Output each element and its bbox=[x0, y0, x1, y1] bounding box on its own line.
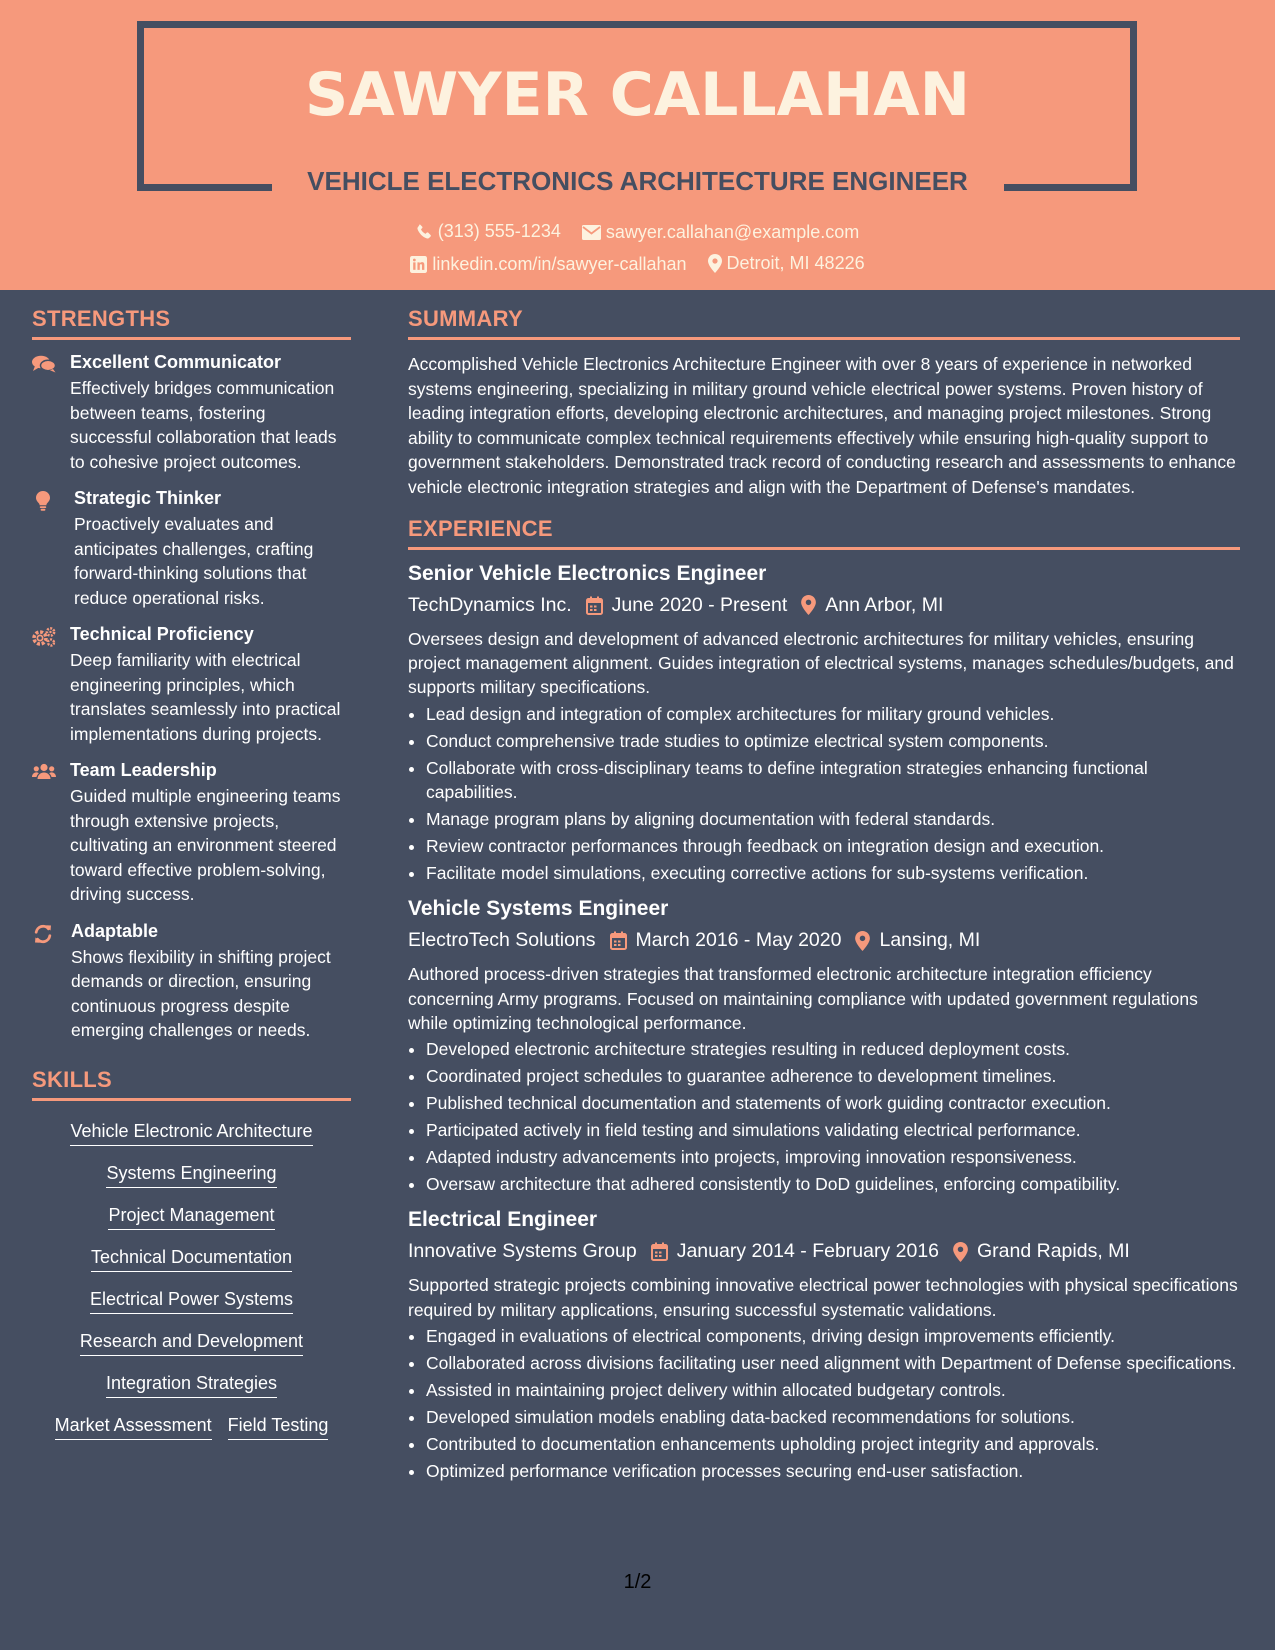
strength-title: Excellent Communicator bbox=[70, 352, 282, 372]
candidate-title: VEHICLE ELECTRONICS ARCHITECTURE ENGINEER bbox=[307, 166, 968, 196]
skill-tag: Electrical Power Systems bbox=[90, 1289, 293, 1314]
job-company: ElectroTech Solutions bbox=[408, 929, 596, 952]
job-meta bbox=[408, 1240, 1240, 1263]
right-column bbox=[408, 306, 1240, 1495]
linkedin-icon bbox=[410, 256, 427, 273]
strength-description: Shows flexibility in shifting project demands or direction, ensuring continuous progress despite emerging challenges or needs. bbox=[71, 946, 331, 1040]
experience-entry bbox=[408, 897, 1240, 1196]
experience-heading: EXPERIENCE bbox=[408, 516, 1240, 550]
skill-tag: Systems Engineering bbox=[106, 1163, 276, 1188]
left-column bbox=[32, 306, 351, 1449]
bullet-item: • Review contractor performances through feedback on integration design and execution. bbox=[426, 834, 1240, 858]
contact-row-2 bbox=[0, 253, 1275, 278]
bullet-item: • Participated actively in field testing and simulations validating electrical performance. bbox=[426, 1118, 1240, 1142]
job-bullets bbox=[408, 1037, 1240, 1196]
envelope-icon bbox=[582, 225, 601, 240]
job-role: Vehicle Systems Engineer bbox=[408, 897, 669, 921]
experience-entry bbox=[408, 1208, 1240, 1483]
job-role: Electrical Engineer bbox=[408, 1208, 598, 1232]
strength-title: Adaptable bbox=[71, 920, 159, 941]
skill-tag: Field Testing bbox=[228, 1415, 329, 1440]
contact-location bbox=[708, 253, 865, 274]
experience-entry bbox=[408, 562, 1240, 886]
page-number: 1/2 bbox=[623, 1571, 652, 1593]
strength-item bbox=[32, 352, 351, 474]
bullet-item: • Oversaw architecture that adhered consistently to DoD guidelines, enforcing compatibility. bbox=[426, 1172, 1240, 1196]
strengths-heading: STRENGTHS bbox=[32, 306, 351, 340]
skill-tag: Project Management bbox=[108, 1205, 274, 1230]
header bbox=[0, 0, 1275, 290]
skill-tag: Integration Strategies bbox=[106, 1373, 277, 1398]
bullet-item: • Conduct comprehensive trade studies to optimize electrical system components. bbox=[426, 729, 1240, 753]
bullet-item: • Engaged in evaluations of electrical components, driving design improvements efficiently. bbox=[426, 1324, 1240, 1348]
lightbulb-icon bbox=[36, 491, 50, 511]
phone-text: (313) 555-1234 bbox=[437, 221, 561, 241]
linkedin-text: linkedin.com/in/sawyer-callahan bbox=[432, 254, 687, 274]
contact-row-1 bbox=[0, 221, 1275, 245]
job-dates: January 2014 - February 2016 bbox=[676, 1240, 940, 1263]
phone-icon bbox=[416, 223, 433, 240]
candidate-name: SAWYER CALLAHAN bbox=[305, 60, 970, 130]
location-text: Detroit, MI 48226 bbox=[726, 253, 865, 273]
skill-tag: Research and Development bbox=[80, 1331, 303, 1356]
job-location: Lansing, MI bbox=[879, 929, 981, 952]
strength-description: Effectively bridges communication between teams, fostering successful collaboration that leads to cohesive project outcomes. bbox=[70, 378, 337, 472]
job-description: Oversees design and development of advanced electronic architectures for military vehicles, ensuring project management alignment. Guides integration of electrical systems, manages schedules/budgets, and supports military specifications. bbox=[408, 628, 1234, 698]
contact-email[interactable] bbox=[582, 222, 859, 243]
strength-title: Team Leadership bbox=[70, 760, 217, 780]
strength-description: Deep familiarity with electrical engineering principles, which translates seamlessly into practical implementations during projects. bbox=[70, 650, 341, 744]
skill-tag: Vehicle Electronic Architecture bbox=[70, 1121, 312, 1146]
job-description: Authored process-driven strategies that transformed electronic architecture integration efficiency concerning Army programs. Focused on maintaining compliance with updated government regulations while optimizing technological performance. bbox=[408, 964, 1198, 1033]
job-dates: June 2020 - Present bbox=[611, 593, 788, 616]
map-pin-icon bbox=[708, 254, 722, 273]
comments-icon bbox=[32, 355, 56, 373]
strength-item bbox=[32, 488, 351, 610]
strength-description: Guided multiple engineering teams through extensive projects, cultivating an environment steered toward effective problem-solving, driving success. bbox=[70, 786, 341, 904]
skills-list bbox=[32, 1113, 351, 1449]
job-bullets bbox=[408, 1324, 1240, 1483]
bullet-item: • Facilitate model simulations, executing corrective actions for sub-systems verification. bbox=[426, 861, 1240, 885]
job-role: Senior Vehicle Electronics Engineer bbox=[408, 561, 767, 585]
users-icon bbox=[32, 763, 56, 780]
bullet-item: • Developed electronic architecture strategies resulting in reduced deployment costs. bbox=[426, 1037, 1240, 1061]
sync-icon bbox=[33, 924, 53, 944]
contact-phone[interactable] bbox=[416, 221, 561, 242]
job-meta bbox=[408, 929, 1240, 952]
bullet-item: • Lead design and integration of complex architectures for military ground vehicles. bbox=[426, 702, 1240, 726]
bullet-item: • Assisted in maintaining project delivery within allocated budgetary controls. bbox=[426, 1378, 1240, 1402]
calendar-icon bbox=[586, 596, 603, 615]
contact-linkedin[interactable] bbox=[410, 254, 686, 275]
job-location: Grand Rapids, MI bbox=[977, 1240, 1130, 1263]
strength-item bbox=[32, 624, 351, 746]
bullet-item: • Adapted industry advancements into projects, improving innovation responsiveness. bbox=[426, 1145, 1240, 1169]
strength-title: Strategic Thinker bbox=[74, 488, 222, 508]
gears-icon bbox=[32, 627, 56, 647]
skill-tag: Market Assessment bbox=[55, 1415, 212, 1440]
email-text: sawyer.callahan@example.com bbox=[605, 222, 860, 242]
job-location: Ann Arbor, MI bbox=[825, 593, 944, 616]
job-meta bbox=[408, 594, 1240, 617]
bullet-item: • Manage program plans by aligning documentation with federal standards. bbox=[426, 807, 1240, 831]
strength-item bbox=[32, 921, 351, 1043]
calendar-icon bbox=[651, 1242, 668, 1261]
map-pin-icon bbox=[855, 931, 870, 951]
strength-description: Proactively evaluates and anticipates challenges, crafting forward-thinking solutions that reduce operational risks. bbox=[74, 514, 314, 608]
skill-tag: Technical Documentation bbox=[91, 1247, 292, 1272]
strength-item bbox=[32, 760, 351, 907]
job-company: Innovative Systems Group bbox=[408, 1240, 637, 1263]
bullet-item: • Contributed to documentation enhancements upholding project integrity and approvals. bbox=[426, 1432, 1240, 1456]
bullet-item: • Collaborated across divisions facilitating user need alignment with Department of Defense specifications. bbox=[426, 1351, 1240, 1375]
bullet-item: • Developed simulation models enabling data-backed recommendations for solutions. bbox=[426, 1405, 1240, 1429]
bullet-item: • Optimized performance verification processes securing end-user satisfaction. bbox=[426, 1459, 1240, 1483]
job-dates: March 2016 - May 2020 bbox=[635, 929, 842, 952]
map-pin-icon bbox=[801, 595, 816, 615]
bullet-item: • Collaborate with cross-disciplinary teams to define integration strategies enhancing functional capabilities. bbox=[426, 756, 1240, 805]
job-company: TechDynamics Inc. bbox=[408, 593, 572, 616]
summary-text: Accomplished Vehicle Electronics Architecture Engineer with over 8 years of experience in networked systems engineering, specializing in military ground vehicle electrical power systems. Proven history of leading integration efforts, developing electronic architectures, and managing project milestones. Strong ability to communicate complex technical requirements effectively while ensuring high-quality support to government stakeholders. Demonstrated track record of conducting research and assessments to enhance vehicle electronic integration strategies and align with the Department of Defense's mandates. bbox=[408, 354, 1236, 497]
skills-heading: SKILLS bbox=[32, 1067, 351, 1101]
job-description: Supported strategic projects combining innovative electrical power technologies with physical specifications required by military applications, ensuring successful systematic validations. bbox=[408, 1275, 1238, 1320]
summary-heading: SUMMARY bbox=[408, 306, 1240, 340]
strength-title: Technical Proficiency bbox=[70, 624, 254, 644]
map-pin-icon bbox=[953, 1242, 968, 1262]
bullet-item: • Coordinated project schedules to guarantee adherence to development timelines. bbox=[426, 1064, 1240, 1088]
bullet-item: • Published technical documentation and statements of work guiding contractor execution. bbox=[426, 1091, 1240, 1115]
calendar-icon bbox=[610, 931, 627, 950]
job-bullets bbox=[408, 702, 1240, 885]
